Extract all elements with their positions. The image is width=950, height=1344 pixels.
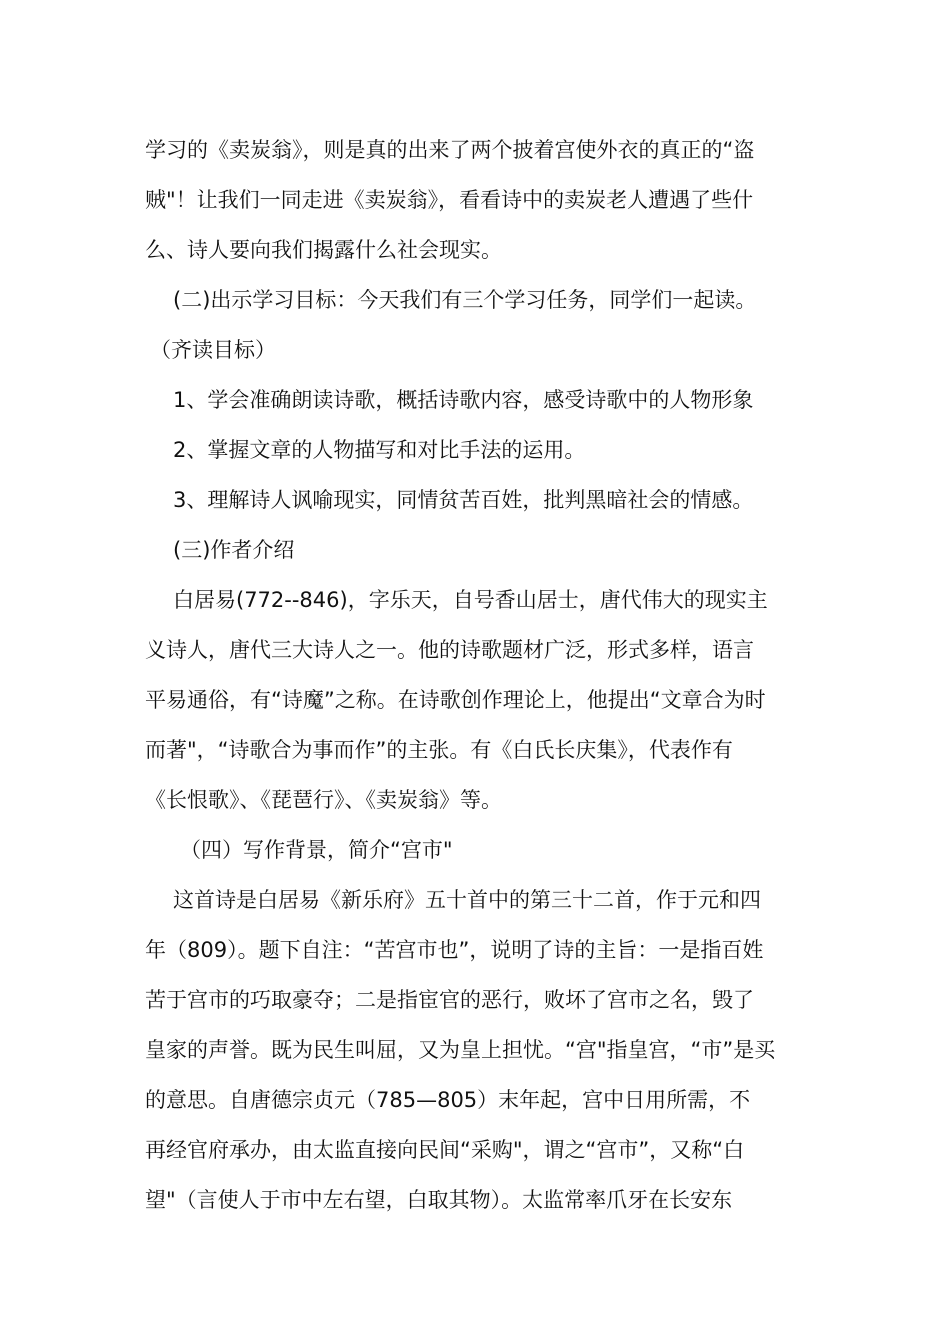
text-line: 么、诗人要向我们揭露什么社会现实。 xyxy=(145,238,502,262)
text-line: 年（809）。题下自注：“苦宫市也”，说明了诗的主旨：一是指百姓 xyxy=(145,938,764,962)
text-line: 《长恨歌》、《琵琶行》、《卖炭翁》等。 xyxy=(145,788,502,812)
text-line: 贼"！让我们一同走进《卖炭翁》，看看诗中的卖炭老人遭遇了些什 xyxy=(145,188,754,212)
text-line: 平易通俗，有“诗魔”之称。在诗歌创作理论上，他提出“文章合为时 xyxy=(145,688,766,712)
goal-item: 2、掌握文章的人物描写和对比手法的运用。 xyxy=(173,438,586,462)
text-line: 这首诗是白居易《新乐府》五十首中的第三十二首，作于元和四 xyxy=(173,888,761,912)
text-line: 而著"，“诗歌合为事而作”的主张。有《白氏长庆集》，代表作有 xyxy=(145,738,733,762)
goal-item: 1、学会准确朗读诗歌，概括诗歌内容，感受诗歌中的人物形象 xyxy=(173,388,754,412)
text-line: 皇家的声誉。既为民生叫屈，又为皇上担忧。“宫"指皇宫，“市”是买 xyxy=(145,1038,776,1062)
text-line: 学习的《卖炭翁》，则是真的出来了两个披着宫使外衣的真正的“盗 xyxy=(145,138,755,162)
text-line: 再经官府承办，由太监直接向民间“采购"，谓之“宫市”，又称“白 xyxy=(145,1138,745,1162)
text-line: 望"（言使人于市中左右望，白取其物）。太监常率爪牙在长安东 xyxy=(145,1188,733,1212)
text-line: 的意思。自唐德宗贞元（785—805）末年起，宫中日用所需，不 xyxy=(145,1088,751,1112)
text-line: 白居易(772--846)，字乐天，自号香山居士，唐代伟大的现实主 xyxy=(173,588,768,612)
text-line: 义诗人，唐代三大诗人之一。他的诗歌题材广泛，形式多样，语言 xyxy=(145,638,754,662)
section-heading-learning-goals: (二)出示学习目标：今天我们有三个学习任务，同学们一起读。 xyxy=(173,288,757,312)
section-heading-author: (三)作者介绍 xyxy=(173,538,295,562)
text-line: 苦于宫市的巧取豪夺；二是指宦官的恶行，败坏了宫市之名，毁了 xyxy=(145,988,754,1012)
goal-item: 3、理解诗人讽喻现实，同情贫苦百姓，批判黑暗社会的情感。 xyxy=(173,488,754,512)
section-heading-background: （四）写作背景，简介“宫市" xyxy=(180,838,453,862)
text-line: （齐读目标） xyxy=(150,338,276,362)
